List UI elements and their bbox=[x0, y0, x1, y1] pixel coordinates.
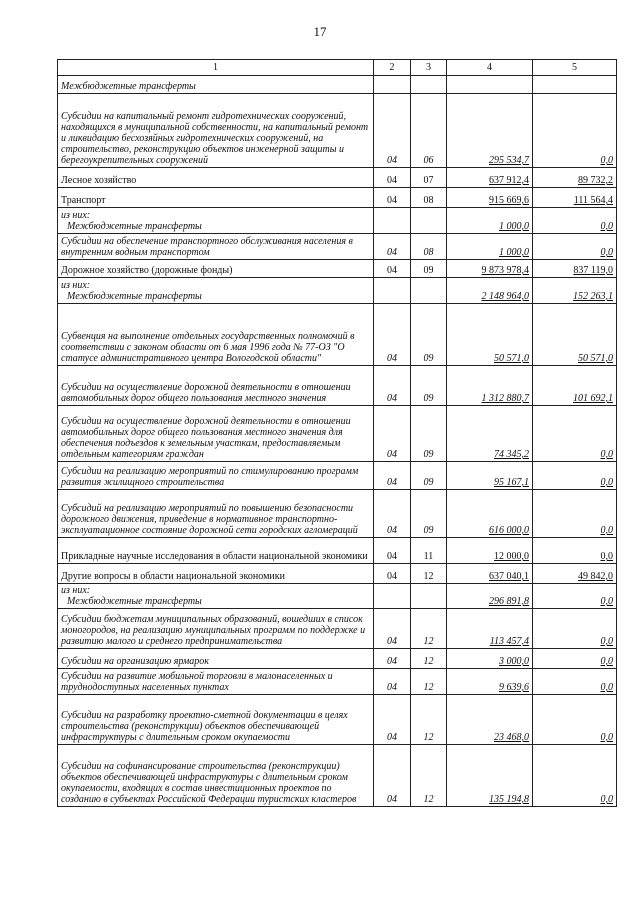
table-row bbox=[58, 649, 617, 669]
row-label-cell bbox=[58, 406, 374, 462]
amount-total-cell: 1 000,0 bbox=[447, 234, 533, 260]
page-number: 17 bbox=[313, 24, 327, 39]
amount-total-cell: 296 891,8 bbox=[447, 584, 533, 609]
amount-total-cell: 616 000,0 bbox=[447, 490, 533, 538]
row-label-cell bbox=[58, 745, 374, 807]
subsection-code-cell bbox=[411, 584, 447, 609]
subsection-code-cell: 12 bbox=[411, 649, 447, 669]
row-label-cell bbox=[58, 94, 374, 168]
section-code-cell bbox=[374, 584, 411, 609]
row-label-cell bbox=[58, 304, 374, 366]
amount-other-cell: 49 842,0 bbox=[533, 564, 617, 584]
row-label-cell bbox=[58, 260, 374, 278]
subsection-code-cell: 12 bbox=[411, 669, 447, 695]
section-code-cell: 04 bbox=[374, 260, 411, 278]
table-row bbox=[58, 584, 617, 609]
row-label-cell bbox=[58, 234, 374, 260]
table-row bbox=[58, 745, 617, 807]
budget-table bbox=[57, 59, 617, 807]
subsection-code-cell: 09 bbox=[411, 260, 447, 278]
amount-other-cell: 0,0 bbox=[533, 669, 617, 695]
column-header-2: 2 bbox=[374, 60, 411, 76]
row-label-cell bbox=[58, 278, 374, 304]
amount-other-cell: 0,0 bbox=[533, 94, 617, 168]
amount-total-cell: 295 534,7 bbox=[447, 94, 533, 168]
subsection-code-cell bbox=[411, 76, 447, 94]
row-label-cell bbox=[58, 609, 374, 649]
amount-total-cell: 9 639,6 bbox=[447, 669, 533, 695]
section-code-cell: 04 bbox=[374, 669, 411, 695]
amount-total-cell: 12 000,0 bbox=[447, 538, 533, 564]
table-row bbox=[58, 538, 617, 564]
amount-total-cell: 135 194,8 bbox=[447, 745, 533, 807]
section-code-cell bbox=[374, 76, 411, 94]
section-code-cell: 04 bbox=[374, 649, 411, 669]
budget-table-body bbox=[58, 60, 617, 807]
row-label: Дорожное хозяйство (дорожные фонды) bbox=[61, 265, 233, 276]
row-label-cell bbox=[58, 695, 374, 745]
row-label-cell bbox=[58, 76, 374, 94]
row-label-cell bbox=[58, 669, 374, 695]
row-label: из них: bbox=[61, 585, 91, 596]
section-code-cell: 04 bbox=[374, 304, 411, 366]
table-row bbox=[58, 208, 617, 234]
row-sublabel: Межбюджетные трансферты bbox=[67, 596, 202, 607]
section-code-cell: 04 bbox=[374, 564, 411, 584]
row-label-cell bbox=[58, 490, 374, 538]
amount-other-cell: 0,0 bbox=[533, 649, 617, 669]
table-row bbox=[58, 188, 617, 208]
row-label: Межбюджетные трансферты bbox=[61, 81, 196, 92]
subsection-code-cell: 09 bbox=[411, 304, 447, 366]
row-label-cell bbox=[58, 366, 374, 406]
row-label: Субсидии на осуществление дорожной деятельности в отношении автомобильных дорог общего пользования местного значения для обеспечения подъездов к земельным участкам, предоставляемым отдельным категориям граждан bbox=[61, 416, 351, 460]
row-label-cell bbox=[58, 649, 374, 669]
amount-total-cell: 637 912,4 bbox=[447, 168, 533, 188]
row-label: Субсидии на капитальный ремонт гидротехнических сооружений, находящихся в муниципальной собственности, на капитальный ремонт и ликвидацию бесхозяйных гидротехнических сооружений, на строительство, реконструкцию объектов инженерной защиты и берегоукрепительных сооружений bbox=[61, 111, 369, 166]
amount-total-cell: 1 000,0 bbox=[447, 208, 533, 234]
row-label-cell bbox=[58, 538, 374, 564]
subsection-code-cell: 09 bbox=[411, 406, 447, 462]
amount-total-cell: 23 468,0 bbox=[447, 695, 533, 745]
amount-other-cell: 0,0 bbox=[533, 406, 617, 462]
section-code-cell: 04 bbox=[374, 188, 411, 208]
amount-other-cell: 0,0 bbox=[533, 745, 617, 807]
subsection-code-cell: 12 bbox=[411, 745, 447, 807]
subsection-code-cell bbox=[411, 208, 447, 234]
table-row bbox=[58, 304, 617, 366]
amount-other-cell: 837 119,0 bbox=[533, 260, 617, 278]
row-label: Транспорт bbox=[61, 195, 106, 206]
row-label: Другие вопросы в области национальной экономики bbox=[61, 571, 285, 582]
amount-other-cell: 0,0 bbox=[533, 208, 617, 234]
table-row bbox=[58, 490, 617, 538]
table-row bbox=[58, 406, 617, 462]
row-sublabel: Межбюджетные трансферты bbox=[67, 291, 202, 302]
section-code-cell: 04 bbox=[374, 462, 411, 490]
column-header-1: 1 bbox=[58, 60, 374, 76]
amount-other-cell: 0,0 bbox=[533, 695, 617, 745]
subsection-code-cell: 12 bbox=[411, 695, 447, 745]
section-code-cell: 04 bbox=[374, 366, 411, 406]
row-label: Субсидии на софинансирование строительства (реконструкции) объектов обеспечивающей инфраструктуры с длительным сроком окупаемости, входящих в состав инвестиционных проектов по созданию в субъектах Российской Федерации туристских кластеров bbox=[61, 761, 357, 805]
amount-other-cell: 0,0 bbox=[533, 609, 617, 649]
subsection-code-cell: 11 bbox=[411, 538, 447, 564]
row-label: Субсидии бюджетам муниципальных образований, вошедших в список моногородов, на реализацию муниципальных программ по поддержке и развитию малого и среднего предпринимательства bbox=[61, 614, 366, 647]
table-header-row bbox=[58, 60, 617, 76]
table-row bbox=[58, 695, 617, 745]
row-sublabel: Межбюджетные трансферты bbox=[67, 221, 202, 232]
subsection-code-cell: 06 bbox=[411, 94, 447, 168]
row-label-cell bbox=[58, 584, 374, 609]
amount-other-cell: 0,0 bbox=[533, 538, 617, 564]
section-code-cell: 04 bbox=[374, 490, 411, 538]
row-label-cell bbox=[58, 462, 374, 490]
column-header-5: 5 bbox=[533, 60, 617, 76]
section-code-cell: 04 bbox=[374, 168, 411, 188]
subsection-code-cell: 07 bbox=[411, 168, 447, 188]
row-label: из них: bbox=[61, 280, 91, 291]
row-label: Субсидии на разработку проектно-сметной документации в целях строительства (реконструкции) объектов обеспечивающей инфраструктуры с длительным сроком окупаемости bbox=[61, 710, 348, 743]
amount-total-cell: 50 571,0 bbox=[447, 304, 533, 366]
section-code-cell: 04 bbox=[374, 94, 411, 168]
amount-total-cell: 637 040,1 bbox=[447, 564, 533, 584]
subsection-code-cell: 09 bbox=[411, 366, 447, 406]
section-code-cell bbox=[374, 278, 411, 304]
amount-other-cell: 89 732,2 bbox=[533, 168, 617, 188]
row-label: Субсидии на развитие мобильной торговли в малонаселенных и труднодоступных населенных пунктах bbox=[61, 671, 333, 693]
table-row bbox=[58, 462, 617, 490]
row-label-cell bbox=[58, 168, 374, 188]
table-row bbox=[58, 669, 617, 695]
table-row bbox=[58, 366, 617, 406]
row-label: из них: bbox=[61, 210, 91, 221]
amount-total-cell: 2 148 964,0 bbox=[447, 278, 533, 304]
section-code-cell: 04 bbox=[374, 234, 411, 260]
amount-total-cell: 915 669,6 bbox=[447, 188, 533, 208]
table-row bbox=[58, 234, 617, 260]
amount-total-cell: 3 000,0 bbox=[447, 649, 533, 669]
subsection-code-cell: 12 bbox=[411, 564, 447, 584]
table-row bbox=[58, 76, 617, 94]
section-code-cell: 04 bbox=[374, 406, 411, 462]
amount-other-cell: 0,0 bbox=[533, 462, 617, 490]
table-row bbox=[58, 609, 617, 649]
row-label: Субсидий на реализацию мероприятий по повышению безопасности дорожного движения, приведение в нормативное транспортно-эксплуатационное состояние дорожной сети городских агломераций bbox=[61, 503, 358, 536]
row-label: Субвенция на выполнение отдельных государственных полномочий в соответствии с законом области от 6 мая 1996 года № 77-ОЗ "О статусе административного центра Вологодской области" bbox=[61, 331, 355, 364]
row-label: Субсидии на реализацию мероприятий по стимулированию программ развития жилищного строительства bbox=[61, 466, 359, 488]
subsection-code-cell: 09 bbox=[411, 462, 447, 490]
section-code-cell bbox=[374, 208, 411, 234]
subsection-code-cell: 08 bbox=[411, 234, 447, 260]
row-label: Лесное хозяйство bbox=[61, 175, 137, 186]
table-row bbox=[58, 94, 617, 168]
column-header-3: 3 bbox=[411, 60, 447, 76]
section-code-cell: 04 bbox=[374, 745, 411, 807]
amount-total-cell: 95 167,1 bbox=[447, 462, 533, 490]
subsection-code-cell bbox=[411, 278, 447, 304]
section-code-cell: 04 bbox=[374, 695, 411, 745]
section-code-cell: 04 bbox=[374, 538, 411, 564]
column-header-4: 4 bbox=[447, 60, 533, 76]
row-label-cell bbox=[58, 188, 374, 208]
section-code-cell: 04 bbox=[374, 609, 411, 649]
amount-other-cell: 111 564,4 bbox=[533, 188, 617, 208]
amount-other-cell: 0,0 bbox=[533, 584, 617, 609]
amount-other-cell: 0,0 bbox=[533, 234, 617, 260]
row-label-cell bbox=[58, 564, 374, 584]
row-label: Субсидии на обеспечение транспортного обслуживания населения в внутренним водным транспортом bbox=[61, 236, 353, 258]
amount-total-cell bbox=[447, 76, 533, 94]
subsection-code-cell: 08 bbox=[411, 188, 447, 208]
row-label: Субсидии на организацию ярмарок bbox=[61, 656, 209, 667]
amount-total-cell: 9 873 978,4 bbox=[447, 260, 533, 278]
subsection-code-cell: 09 bbox=[411, 490, 447, 538]
amount-total-cell: 1 312 880,7 bbox=[447, 366, 533, 406]
row-label: Субсидии на осуществление дорожной деятельности в отношении автомобильных дорог общего пользования местного значения bbox=[61, 382, 351, 404]
amount-other-cell: 152 263,1 bbox=[533, 278, 617, 304]
table-row bbox=[58, 564, 617, 584]
amount-other-cell: 0,0 bbox=[533, 490, 617, 538]
amount-total-cell: 113 457,4 bbox=[447, 609, 533, 649]
subsection-code-cell: 12 bbox=[411, 609, 447, 649]
amount-other-cell bbox=[533, 76, 617, 94]
amount-total-cell: 74 345,2 bbox=[447, 406, 533, 462]
row-label-cell bbox=[58, 208, 374, 234]
table-row bbox=[58, 260, 617, 278]
row-label: Прикладные научные исследования в области национальной экономики bbox=[61, 551, 368, 562]
table-row bbox=[58, 168, 617, 188]
amount-other-cell: 50 571,0 bbox=[533, 304, 617, 366]
amount-other-cell: 101 692,1 bbox=[533, 366, 617, 406]
table-row bbox=[58, 278, 617, 304]
